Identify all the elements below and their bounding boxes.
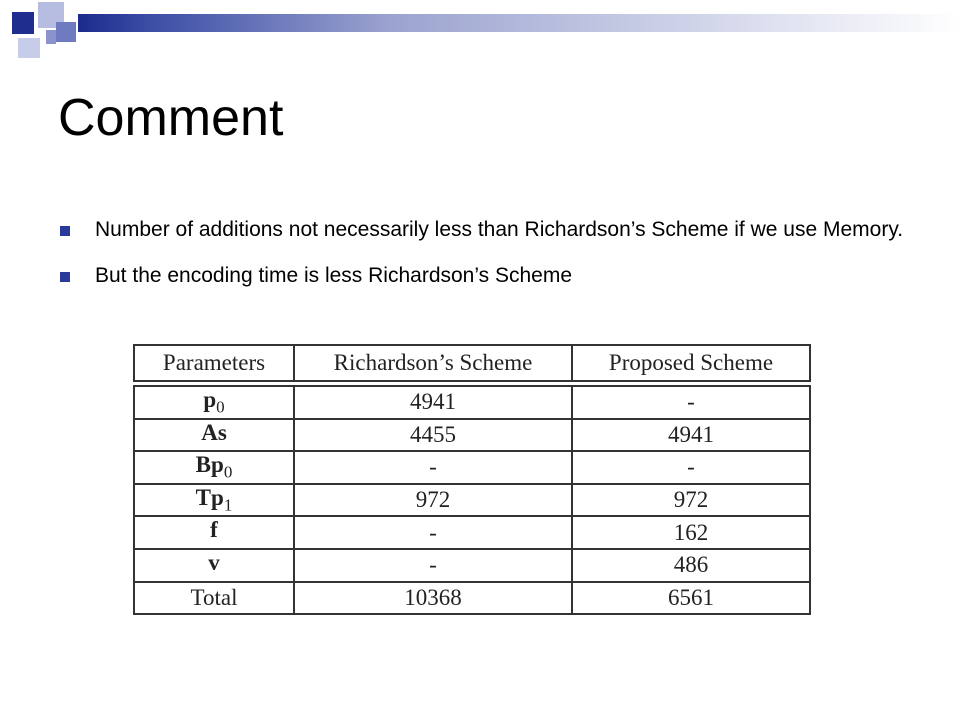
richardson-cell: 972 bbox=[294, 484, 572, 517]
slide-title: Comment bbox=[58, 89, 284, 147]
header-richardson: Richardson’s Scheme bbox=[294, 345, 572, 381]
proposed-total-cell: 6561 bbox=[572, 582, 810, 614]
richardson-cell: 4941 bbox=[294, 386, 572, 419]
table-row bbox=[134, 484, 810, 517]
richardson-cell: - bbox=[294, 549, 572, 582]
table-row bbox=[134, 451, 810, 484]
decor-square bbox=[12, 12, 34, 34]
proposed-cell: - bbox=[572, 451, 810, 484]
richardson-total-cell: 10368 bbox=[294, 582, 572, 614]
proposed-cell: 486 bbox=[572, 549, 810, 582]
bullet-text: But the encoding time is less Richardson’s Scheme bbox=[95, 264, 573, 287]
decor-square bbox=[46, 30, 56, 44]
richardson-cell: - bbox=[294, 516, 572, 549]
proposed-cell: 972 bbox=[572, 484, 810, 517]
bullet-list bbox=[60, 214, 920, 306]
table-row bbox=[134, 419, 810, 452]
table-row bbox=[134, 549, 810, 582]
table-row bbox=[134, 516, 810, 549]
total-label-cell: Total bbox=[134, 582, 294, 614]
proposed-cell: 162 bbox=[572, 516, 810, 549]
bullet-item bbox=[60, 260, 920, 292]
proposed-cell: 4941 bbox=[572, 419, 810, 452]
table-header-row bbox=[134, 345, 810, 381]
bullet-square-icon bbox=[60, 272, 70, 282]
bullet-item bbox=[60, 214, 920, 246]
table-total-row bbox=[134, 582, 810, 614]
param-cell: v bbox=[134, 549, 294, 582]
bullet-text: Number of additions not necessarily less than Richardson’s Scheme if we use Memory. bbox=[95, 218, 904, 241]
decor-square bbox=[18, 38, 40, 58]
param-cell: $p_0$ bbox=[134, 386, 294, 419]
bullet-square-icon bbox=[60, 226, 70, 236]
proposed-cell: - bbox=[572, 386, 810, 419]
param-cell: f bbox=[134, 516, 294, 549]
header-parameters: Parameters bbox=[134, 345, 294, 381]
decor-square bbox=[56, 22, 76, 42]
top-gradient-bar bbox=[78, 14, 960, 32]
param-cell: $Tp_1$ bbox=[134, 484, 294, 517]
param-cell: $Bp_0$ bbox=[134, 451, 294, 484]
richardson-cell: - bbox=[294, 451, 572, 484]
header-proposed: Proposed Scheme bbox=[572, 345, 810, 381]
comparison-table bbox=[133, 344, 811, 615]
richardson-cell: 4455 bbox=[294, 419, 572, 452]
table-row bbox=[134, 386, 810, 419]
param-cell: As bbox=[134, 419, 294, 452]
